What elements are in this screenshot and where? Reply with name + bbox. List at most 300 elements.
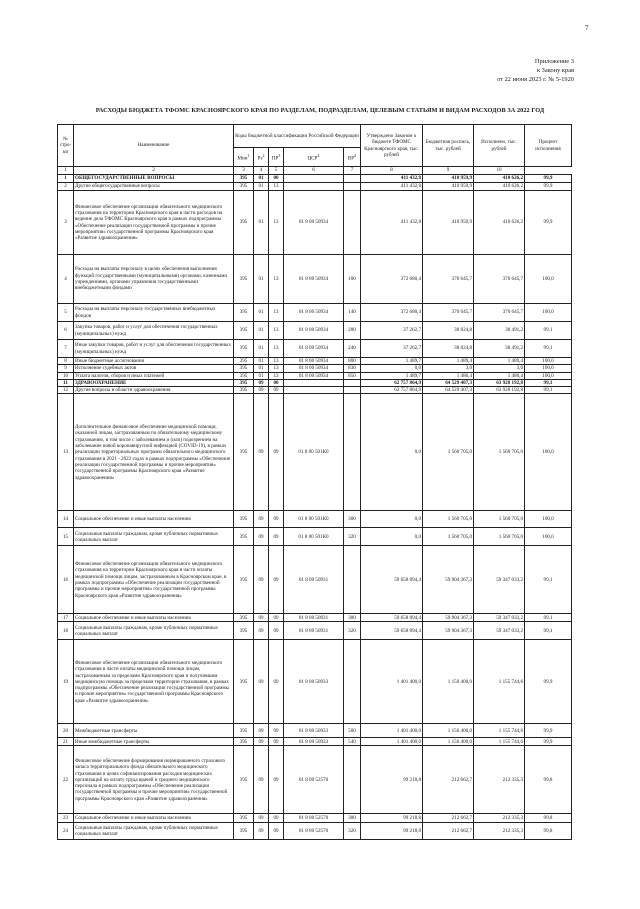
- amount-executed: 1 489,4: [474, 358, 525, 365]
- row-name: Финансовое обеспечение организации обязательного медицинского страхования на территории Красноярского края в части оплаты медицинской помощи лицам, застрахованным в Красноярском крае, в рамках подпрограммы «Обеспечение реализации государственной программы и прочие мероприятия» государственной программы Красноярского края «Развитие здравоохранения»: [74, 546, 234, 614]
- code-csr: 01 8 00 52570: [284, 823, 344, 840]
- row-name: Финансовое обеспечение организации обязательного медицинского страхования на территории Красноярского края в части расходов на ведение дела ТФОМС Красноярского края в рамках подпрограммы «Обеспечение реализации государственной программы и прочие мероприятия» государственной программы Красноярского края «Развитие здравоохранения»: [74, 191, 234, 255]
- amount-approved: 62 757 864,9: [361, 387, 423, 394]
- amount-approved: 59 658 894,4: [361, 546, 423, 614]
- code-pr: 13: [269, 255, 284, 304]
- code-rz: 01: [254, 304, 269, 322]
- code-min: 395: [234, 255, 254, 304]
- code-min: 395: [234, 511, 254, 528]
- code-rz: 09: [254, 387, 269, 394]
- row-number: 16: [58, 546, 74, 614]
- code-pr: 13: [269, 372, 284, 379]
- percent-executed: 99,9: [525, 183, 572, 191]
- code-vr: 320: [344, 823, 361, 840]
- row-name: Социальное обеспечение и иные выплаты населению: [74, 614, 234, 622]
- row-name: Другие общегосударственные вопросы: [74, 183, 234, 191]
- amount-executed: 3,0: [474, 365, 525, 372]
- column-number: 1: [58, 167, 74, 175]
- column-number: 6: [284, 167, 344, 175]
- amount-approved: 1 401 400,0: [361, 738, 423, 746]
- table-row: [58, 191, 572, 255]
- code-vr: 100: [344, 255, 361, 304]
- table-row: [58, 183, 572, 191]
- code-min: 395: [234, 546, 254, 614]
- row-number: 10: [58, 372, 74, 379]
- row-name: Уплата налогов, сборов и иных платежей: [74, 372, 234, 379]
- page-number: 7: [585, 24, 589, 32]
- percent-executed: 99,1: [525, 387, 572, 394]
- code-pr: 09: [269, 622, 284, 640]
- row-name: Социальное обеспечение и иные выплаты населению: [74, 511, 234, 528]
- code-pr: 09: [269, 511, 284, 528]
- code-rz: 09: [254, 528, 269, 546]
- percent-executed: 99,9: [525, 738, 572, 746]
- percent-executed: 99,1: [525, 322, 572, 340]
- document-title: РАСХОДЫ БЮДЖЕТА ТФОМС КРАСНОЯРСКОГО КРАЯ ПО РАЗДЕЛАМ, ПОДРАЗДЕЛАМ, ЦЕЛЕВЫМ СТАТЬЯМ И ВИДАМ РАСХОДОВ ЗА 2022 ГОД: [95, 107, 545, 114]
- percent-executed: 100,0: [525, 394, 572, 511]
- code-rz: 09: [254, 394, 269, 511]
- percent-executed: 99,1: [525, 546, 572, 614]
- percent-executed: 100,0: [525, 528, 572, 546]
- code-pr: 13: [269, 322, 284, 340]
- amount-executed: 370 645,7: [474, 304, 525, 322]
- row-number: 9: [58, 365, 74, 372]
- percent-executed: 100,0: [525, 358, 572, 365]
- amount-schedule: 212 662,7: [423, 823, 474, 840]
- row-number: 20: [58, 724, 74, 738]
- amount-approved: 372 680,4: [361, 255, 423, 304]
- code-pr: 09: [269, 640, 284, 724]
- amount-executed: 1 560 705,0: [474, 528, 525, 546]
- amount-approved: 0,0: [361, 365, 423, 372]
- code-vr: [344, 183, 361, 191]
- code-rz: 09: [254, 546, 269, 614]
- code-vr: 320: [344, 528, 361, 546]
- code-min: 395: [234, 738, 254, 746]
- code-rz: 01: [254, 175, 269, 183]
- row-name: Социальные выплаты гражданам, кроме публичных нормативных социальных выплат: [74, 823, 234, 840]
- code-min: 395: [234, 614, 254, 622]
- code-vr: 240: [344, 340, 361, 358]
- code-vr: 850: [344, 372, 361, 379]
- code-csr: 01 8 00 50931: [284, 614, 344, 622]
- table-row: [58, 640, 572, 724]
- header-rz: $Рз^2$: [254, 148, 269, 167]
- code-pr: 09: [269, 387, 284, 394]
- code-min: 395: [234, 322, 254, 340]
- amount-schedule: 370 645,7: [423, 255, 474, 304]
- code-csr: 01 8 00 50931: [284, 622, 344, 640]
- code-min: 395: [234, 365, 254, 372]
- table-row: [58, 614, 572, 622]
- percent-executed: 99,1: [525, 379, 572, 386]
- row-number: 15: [58, 528, 74, 546]
- code-rz: 09: [254, 511, 269, 528]
- code-min: 395: [234, 304, 254, 322]
- appendix-line: к Закону края: [536, 67, 574, 74]
- amount-approved: 0,0: [361, 394, 423, 511]
- code-csr: 01 8 00 52570: [284, 746, 344, 814]
- code-vr: [344, 394, 361, 511]
- code-rz: 01: [254, 340, 269, 358]
- percent-executed: 99,9: [525, 191, 572, 255]
- amount-approved: 99 218,8: [361, 746, 423, 814]
- amount-schedule: 59 904 367,3: [423, 546, 474, 614]
- percent-executed: 100,0: [525, 511, 572, 528]
- percent-executed: 99,9: [525, 175, 572, 183]
- header-vr: $ВР^4$: [344, 148, 361, 167]
- row-number: 8: [58, 358, 74, 365]
- code-pr: 09: [269, 394, 284, 511]
- code-csr: [284, 387, 344, 394]
- amount-schedule: 410 959,9: [423, 183, 474, 191]
- code-min: 395: [234, 372, 254, 379]
- row-name: Финансовое обеспечение организации обязательного медицинского страхования в части оплаты медицинской помощи лицам, застрахованным за пределами Красноярского края и получившим медицинскую помощь за пределами территории страхования, в рамках подпрограммы «Обеспечение реализации государственной программы и прочие мероприятия» государственной программы Красноярского края «Развитие здравоохранения»: [74, 640, 234, 724]
- column-number: 3: [234, 167, 254, 175]
- code-pr: 09: [269, 738, 284, 746]
- appendix-line: Приложение 3: [534, 58, 574, 65]
- row-number: 7: [58, 340, 74, 358]
- row-name: Межбюджетные трансферты: [74, 724, 234, 738]
- code-pr: 09: [269, 746, 284, 814]
- percent-executed: 99,8: [525, 823, 572, 840]
- code-pr: 00: [269, 175, 284, 183]
- expenditure-table: [57, 124, 572, 840]
- amount-executed: 212 335,3: [474, 823, 525, 840]
- amount-schedule: 1 560 705,0: [423, 394, 474, 511]
- table-row: [58, 738, 572, 746]
- amount-executed: 59 347 033,2: [474, 546, 525, 614]
- table-row: [58, 394, 572, 511]
- percent-executed: 100,0: [525, 304, 572, 322]
- row-number: 23: [58, 814, 74, 823]
- table-row: [58, 724, 572, 738]
- column-number: 10: [474, 167, 525, 175]
- code-min: 395: [234, 183, 254, 191]
- code-vr: [344, 546, 361, 614]
- row-number: 17: [58, 614, 74, 622]
- table-row: [58, 358, 572, 365]
- percent-executed: 99,8: [525, 814, 572, 823]
- row-number: 13: [58, 394, 74, 511]
- column-number: 2: [74, 167, 234, 175]
- code-csr: 01 8 00 50934: [284, 372, 344, 379]
- amount-schedule: 212 662,7: [423, 746, 474, 814]
- row-name: Другие вопросы в области здравоохранения: [74, 387, 234, 394]
- row-number: 19: [58, 640, 74, 724]
- row-name: Расходы на выплаты персоналу государственных внебюджетных фондов: [74, 304, 234, 322]
- row-number: 14: [58, 511, 74, 528]
- code-min: 395: [234, 387, 254, 394]
- code-rz: 09: [254, 379, 269, 386]
- code-min: 395: [234, 358, 254, 365]
- amount-approved: 411 432,8: [361, 175, 423, 183]
- row-number: 3: [58, 191, 74, 255]
- amount-executed: 59 347 033,2: [474, 614, 525, 622]
- code-csr: 01 8 00 501К0: [284, 394, 344, 511]
- header-csr: ЦСР$^4$: [284, 148, 344, 167]
- amount-schedule: 38 824,8: [423, 340, 474, 358]
- code-rz: 01: [254, 365, 269, 372]
- header-schedule: Бюджетная роспись, тыс. рублей: [423, 125, 474, 167]
- code-csr: 01 8 00 52570: [284, 814, 344, 823]
- amount-executed: 410 626,2: [474, 191, 525, 255]
- amount-approved: 37 262,7: [361, 340, 423, 358]
- percent-executed: 99,1: [525, 614, 572, 622]
- code-pr: 09: [269, 546, 284, 614]
- amount-executed: 1 155 744,6: [474, 640, 525, 724]
- code-pr: 09: [269, 823, 284, 840]
- amount-approved: 59 658 894,4: [361, 622, 423, 640]
- row-name: Иные межбюджетные трансферты: [74, 738, 234, 746]
- row-name: Расходы на выплаты персоналу в целях обеспечения выполнения функций государственными (муниципальными) органами, казенными учреждениями, органами управления государственными внебюджетными фондами: [74, 255, 234, 304]
- table-row: [58, 365, 572, 372]
- amount-schedule: 1 560 705,0: [423, 511, 474, 528]
- row-number: 24: [58, 823, 74, 840]
- table-row: [58, 528, 572, 546]
- code-rz: 09: [254, 640, 269, 724]
- code-pr: 13: [269, 358, 284, 365]
- code-min: 395: [234, 528, 254, 546]
- row-name: Закупка товаров, работ и услуг для обеспечения государственных (муниципальных) нужд: [74, 322, 234, 340]
- code-rz: 09: [254, 738, 269, 746]
- amount-executed: 410 626,2: [474, 183, 525, 191]
- code-csr: [284, 379, 344, 386]
- row-name: Исполнение судебных актов: [74, 365, 234, 372]
- row-name: Финансовое обеспечение формирования нормированного страхового запаса территориального фонда обязательного медицинского страхования в целях софинансирования расходов медицинских организаций на оплату труда врачей и среднего медицинского персонала в рамках подпрограммы «Обеспечение реализации государственной программы и прочие мероприятия» государственной программы Красноярского края «Развитие здравоохранения»: [74, 746, 234, 814]
- amount-approved: 1 401 400,0: [361, 640, 423, 724]
- amount-approved: 1 489,7: [361, 372, 423, 379]
- code-min: 395: [234, 175, 254, 183]
- amount-schedule: 1 489,4: [423, 358, 474, 365]
- code-csr: 01 8 00 50934: [284, 340, 344, 358]
- amount-executed: 63 928 192,8: [474, 387, 525, 394]
- code-pr: 13: [269, 304, 284, 322]
- code-min: 395: [234, 379, 254, 386]
- amount-executed: 212 335,3: [474, 746, 525, 814]
- code-csr: 01 8 00 50934: [284, 304, 344, 322]
- appendix-header: [414, 57, 574, 84]
- column-number-row: [58, 167, 572, 175]
- code-vr: 300: [344, 614, 361, 622]
- amount-schedule: 1 560 705,0: [423, 528, 474, 546]
- amount-executed: 1 486,4: [474, 372, 525, 379]
- header-codes-group: Коды бюджетной классификации Российской Федерации: [234, 125, 361, 148]
- amount-executed: 212 335,3: [474, 814, 525, 823]
- amount-schedule: 64 529 407,3: [423, 387, 474, 394]
- header-min: Мин$^1$: [234, 148, 254, 167]
- amount-approved: 1 489,7: [361, 358, 423, 365]
- code-rz: 01: [254, 322, 269, 340]
- amount-schedule: 38 824,8: [423, 322, 474, 340]
- table-row: [58, 175, 572, 183]
- table-row: [58, 379, 572, 386]
- code-min: 395: [234, 746, 254, 814]
- amount-schedule: 410 959,9: [423, 175, 474, 183]
- code-vr: 500: [344, 724, 361, 738]
- amount-schedule: 212 662,7: [423, 814, 474, 823]
- amount-approved: 0,0: [361, 528, 423, 546]
- code-csr: [284, 175, 344, 183]
- code-pr: 13: [269, 365, 284, 372]
- row-name: Иные закупки товаров, работ и услуг для обеспечения государственных (муниципальных) нужд: [74, 340, 234, 358]
- row-number: 11: [58, 379, 74, 386]
- percent-executed: 99,1: [525, 340, 572, 358]
- row-number: 6: [58, 322, 74, 340]
- amount-schedule: 59 904 367,3: [423, 622, 474, 640]
- amount-executed: 410 626,2: [474, 175, 525, 183]
- amount-executed: 63 928 192,8: [474, 379, 525, 386]
- row-name: ОБЩЕГОСУДАРСТВЕННЫЕ ВОПРОСЫ: [74, 175, 234, 183]
- code-vr: [344, 746, 361, 814]
- code-csr: [284, 183, 344, 191]
- amount-approved: 37 262,7: [361, 322, 423, 340]
- amount-approved: 372 680,4: [361, 304, 423, 322]
- code-rz: 01: [254, 358, 269, 365]
- percent-executed: 100,0: [525, 255, 572, 304]
- amount-approved: 0,0: [361, 511, 423, 528]
- code-vr: 200: [344, 322, 361, 340]
- amount-approved: 59 658 894,4: [361, 614, 423, 622]
- table-row: [58, 340, 572, 358]
- percent-executed: 99,9: [525, 640, 572, 724]
- row-number: 2: [58, 183, 74, 191]
- row-number: 18: [58, 622, 74, 640]
- code-min: 395: [234, 823, 254, 840]
- code-pr: 13: [269, 183, 284, 191]
- code-pr: 09: [269, 724, 284, 738]
- code-min: 395: [234, 724, 254, 738]
- amount-schedule: 3,0: [423, 365, 474, 372]
- row-number: 4: [58, 255, 74, 304]
- amount-executed: 38 491,2: [474, 340, 525, 358]
- amount-approved: 62 757 864,9: [361, 379, 423, 386]
- row-number: 5: [58, 304, 74, 322]
- code-min: 395: [234, 340, 254, 358]
- header-percent: Процент исполнения: [525, 125, 572, 167]
- amount-schedule: 1 156 400,0: [423, 724, 474, 738]
- header-approved: Утверждено Законом о бюджете ТФОМС Красноярского края, тыс. рублей: [361, 125, 423, 167]
- amount-schedule: 1 150 400,0: [423, 640, 474, 724]
- code-csr: 01 8 00 501К0: [284, 511, 344, 528]
- code-csr: 01 8 00 50933: [284, 724, 344, 738]
- header-pr: $ПР^3$: [269, 148, 284, 167]
- column-number: 8: [361, 167, 423, 175]
- code-vr: 140: [344, 304, 361, 322]
- code-vr: [344, 387, 361, 394]
- amount-executed: 1 560 705,0: [474, 511, 525, 528]
- column-number: 4: [254, 167, 269, 175]
- code-vr: 320: [344, 622, 361, 640]
- code-vr: 300: [344, 814, 361, 823]
- table-row: [58, 372, 572, 379]
- row-number: 1: [58, 175, 74, 183]
- row-name: Социальное обеспечение и иные выплаты населению: [74, 814, 234, 823]
- code-vr: [344, 191, 361, 255]
- row-number: 12: [58, 387, 74, 394]
- table-row: [58, 387, 572, 394]
- code-vr: 830: [344, 365, 361, 372]
- amount-schedule: 1 156 400,0: [423, 738, 474, 746]
- code-rz: 01: [254, 255, 269, 304]
- amount-schedule: 59 904 367,3: [423, 614, 474, 622]
- row-name: Социальные выплаты гражданам, кроме публичных нормативных социальных выплат: [74, 528, 234, 546]
- amount-executed: 1 155 744,6: [474, 738, 525, 746]
- code-vr: [344, 175, 361, 183]
- code-min: 395: [234, 622, 254, 640]
- amount-approved: 99 218,8: [361, 823, 423, 840]
- code-csr: 01 8 00 501К0: [284, 528, 344, 546]
- code-min: 395: [234, 394, 254, 511]
- table-row: [58, 622, 572, 640]
- percent-executed: 100,0: [525, 372, 572, 379]
- amount-executed: 1 155 744,6: [474, 724, 525, 738]
- percent-executed: 99,9: [525, 724, 572, 738]
- row-number: 21: [58, 738, 74, 746]
- table-row: [58, 322, 572, 340]
- table-row: [58, 255, 572, 304]
- amount-executed: 59 347 033,2: [474, 622, 525, 640]
- code-vr: [344, 379, 361, 386]
- amount-approved: 1 401 400,0: [361, 724, 423, 738]
- amount-approved: 411 432,8: [361, 191, 423, 255]
- amount-schedule: 1 486,4: [423, 372, 474, 379]
- code-vr: 800: [344, 358, 361, 365]
- code-vr: 540: [344, 738, 361, 746]
- column-number: 5: [269, 167, 284, 175]
- code-csr: 01 8 00 50934: [284, 255, 344, 304]
- code-vr: 300: [344, 511, 361, 528]
- code-rz: 09: [254, 746, 269, 814]
- amount-executed: 370 645,7: [474, 255, 525, 304]
- amount-executed: 38 491,2: [474, 322, 525, 340]
- header-name: Наименование: [74, 125, 234, 167]
- code-min: 395: [234, 814, 254, 823]
- header-row-number: № стро- ки: [58, 125, 74, 167]
- percent-executed: 99,1: [525, 622, 572, 640]
- code-rz: 09: [254, 622, 269, 640]
- table-row: [58, 511, 572, 528]
- row-name: Иные бюджетные ассигнования: [74, 358, 234, 365]
- code-csr: 01 8 00 50934: [284, 322, 344, 340]
- table-row: [58, 546, 572, 614]
- table-row: [58, 823, 572, 840]
- code-min: 395: [234, 191, 254, 255]
- code-rz: 01: [254, 191, 269, 255]
- code-rz: 09: [254, 724, 269, 738]
- code-rz: 09: [254, 614, 269, 622]
- code-csr: 01 8 00 50934: [284, 358, 344, 365]
- code-vr: [344, 640, 361, 724]
- code-rz: 01: [254, 183, 269, 191]
- code-pr: 13: [269, 191, 284, 255]
- row-name: Дополнительное финансовое обеспечение медицинской помощи, оказанной лицам, застрахованным по обязательному медицинскому страхованию, в том числе с заболеванием и (или) подозрением на заболевание новой коронавирусной инфекцией (COVID-19), в рамках реализации территориальных программ обязательного медицинского страхования в 2021 - 2022 годах в рамках подпрограммы «Обеспечение реализации государственной программы и прочие мероприятия» государственной программы Красноярского края «Развитие здравоохранения»: [74, 394, 234, 511]
- table-row: [58, 814, 572, 823]
- amount-schedule: 64 529 407,3: [423, 379, 474, 386]
- row-number: 22: [58, 746, 74, 814]
- code-pr: 09: [269, 814, 284, 823]
- appendix-line: от 22 июня 2023 г. № 5-1920: [497, 76, 574, 83]
- amount-approved: 99 218,8: [361, 814, 423, 823]
- percent-executed: 99,8: [525, 746, 572, 814]
- code-rz: 09: [254, 814, 269, 823]
- table-row: [58, 304, 572, 322]
- code-pr: 13: [269, 340, 284, 358]
- header-executed: Исполнено, тыс. рублей: [474, 125, 525, 167]
- code-csr: 01 8 00 50933: [284, 738, 344, 746]
- code-csr: 01 8 00 50934: [284, 365, 344, 372]
- column-number: 7: [344, 167, 361, 175]
